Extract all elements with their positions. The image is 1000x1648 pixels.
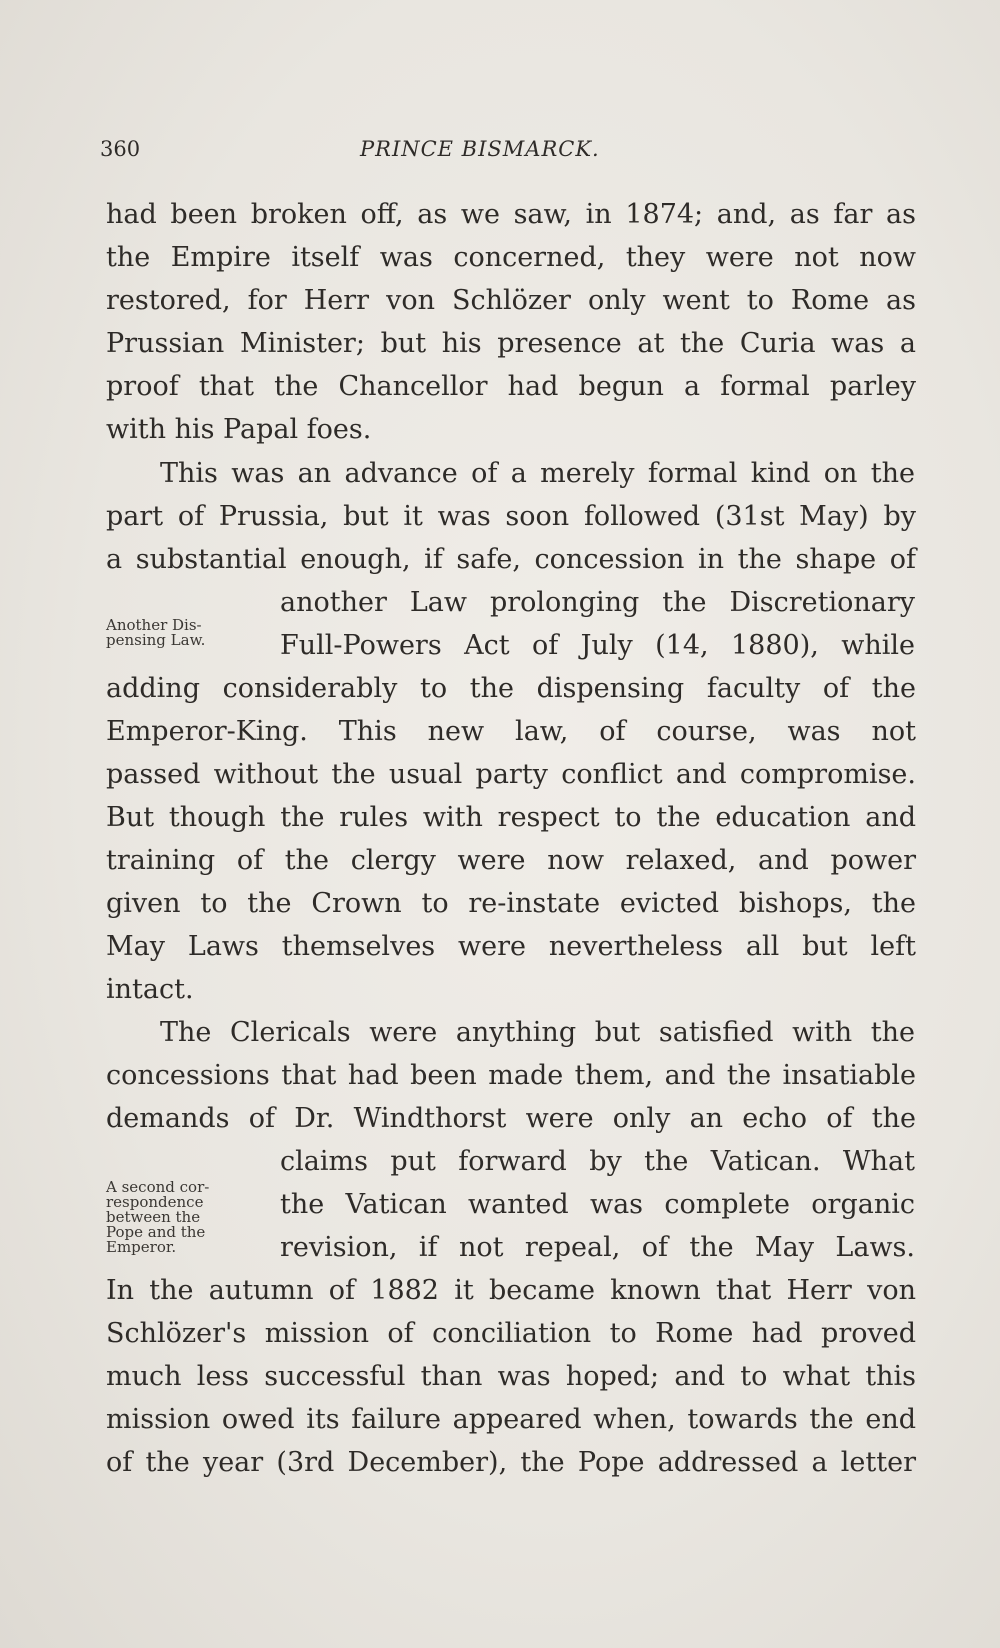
text-line: another Law prolonging the Discretionary <box>280 587 915 618</box>
text-line: restored, for Herr von Schlözer only went to Rome as <box>106 285 916 316</box>
sidenote-line: A second cor- <box>106 1178 210 1196</box>
text-line: intact. <box>106 974 194 1005</box>
sidenote-line: Pope and the <box>106 1223 206 1241</box>
sidenote-second-correspondence <box>106 1180 256 1255</box>
page-number: 360 <box>100 137 141 161</box>
text-line: of the year (3rd December), the Pope addressed a letter <box>106 1447 916 1478</box>
text-line: claims put forward by the Vatican. What <box>280 1146 915 1177</box>
text-line: much less successful than was hoped; and to what this <box>106 1361 916 1392</box>
sidenote-line: pensing Law. <box>106 631 206 649</box>
text-line: training of the clergy were now relaxed, and power <box>106 845 916 876</box>
text-line: part of Prussia, but it was soon followed (31st May) by <box>106 501 916 532</box>
sidenote-line: Emperor. <box>106 1238 177 1256</box>
text-line: had been broken off, as we saw, in 1874; and, as far as <box>106 199 916 230</box>
text-line: In the autumn of 1882 it became known that Herr von <box>106 1275 916 1306</box>
text-line: the Vatican wanted was complete organic <box>280 1189 915 1220</box>
text-line: demands of Dr. Windthorst were only an echo of the <box>106 1103 916 1134</box>
text-line: given to the Crown to re-instate evicted bishops, the <box>106 888 916 919</box>
text-line: passed without the usual party conflict and compromise. <box>106 759 916 790</box>
text-line: The Clericals were anything but satisfied with the <box>160 1017 915 1048</box>
text-line: Schlözer's mission of conciliation to Rome had proved <box>106 1318 916 1349</box>
text-line: This was an advance of a merely formal kind on the <box>160 458 915 489</box>
text-line: But though the rules with respect to the education and <box>106 802 916 833</box>
text-line: a substantial enough, if safe, concession in the shape of <box>106 544 916 575</box>
text-line: proof that the Chancellor had begun a formal parley <box>106 371 916 402</box>
text-line: the Empire itself was concerned, they were not now <box>106 242 916 273</box>
sidenote-line: respondence <box>106 1193 204 1211</box>
text-line: with his Papal foes. <box>106 414 372 445</box>
sidenote-line: between the <box>106 1208 201 1226</box>
text-line: concessions that had been made them, and the insatiable <box>106 1060 916 1091</box>
text-line: Emperor-King. This new law, of course, was not <box>106 716 916 747</box>
text-line: May Laws themselves were nevertheless all but left <box>106 931 916 962</box>
text-line: revision, if not repeal, of the May Laws. <box>280 1232 915 1263</box>
running-title: PRINCE BISMARCK. <box>360 137 600 161</box>
sidenote-line: Another Dis- <box>106 616 202 634</box>
text-line: adding considerably to the dispensing faculty of the <box>106 673 916 704</box>
page-header <box>100 137 890 171</box>
text-line: Full-Powers Act of July (14, 1880), while <box>280 630 915 661</box>
sidenote-another-dispensing-law <box>106 618 256 648</box>
text-line: Prussian Minister; but his presence at the Curia was a <box>106 328 916 359</box>
text-line: mission owed its failure appeared when, towards the end <box>106 1404 916 1435</box>
